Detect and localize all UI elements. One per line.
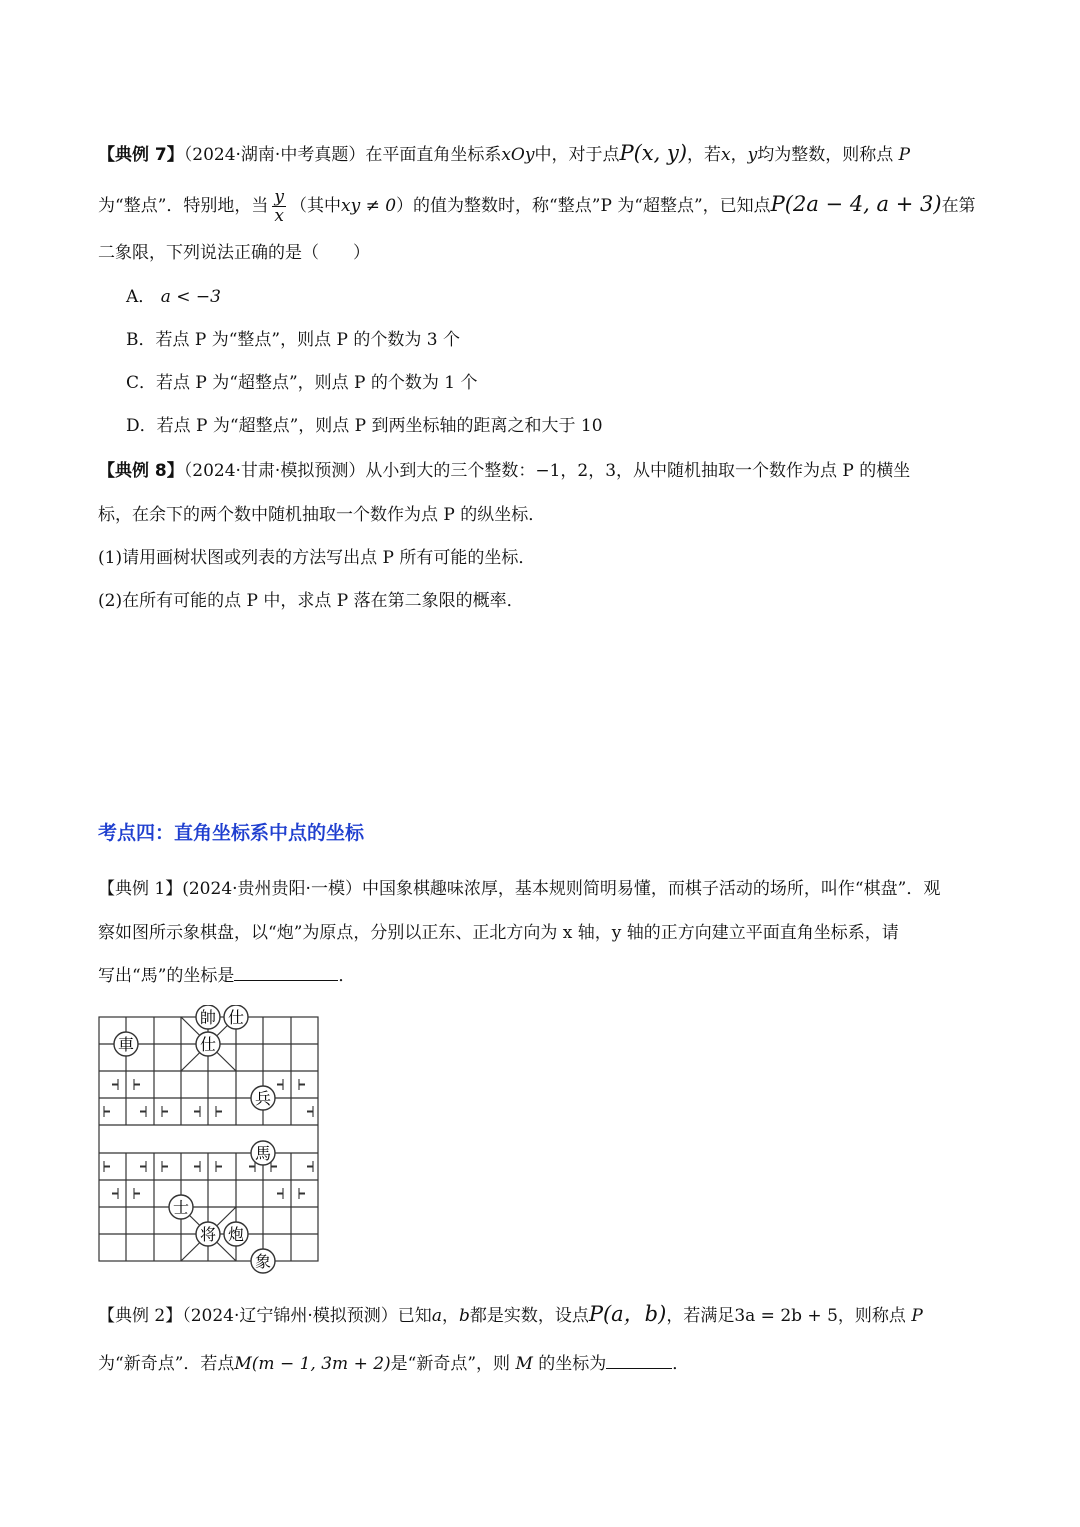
fraction-y-over-x [272,188,286,225]
piece-shi-red [169,1195,193,1219]
piece-label: 象 [254,1252,272,1271]
piece-label: 車 [117,1035,135,1054]
option-c: C．若点 P 为“超整点”，则点 P 的个数为 1 个 [126,373,478,393]
math-p: P [911,1306,923,1326]
text: 写出“馬”的坐标是 [98,966,235,986]
option-a [126,285,221,309]
piece-shi-center [196,1032,220,1056]
option-a-label: A． [126,287,156,307]
text: （其中 [290,196,341,216]
math-condition: xy ≠ 0 [341,196,397,216]
piece-label: 帥 [199,1008,217,1027]
text: 都是实数，设点 [469,1306,589,1326]
example-2-tag: 【典例 2】 [98,1306,183,1326]
math-x: x [721,145,731,165]
text: 为“新奇点”．若点 [98,1354,235,1374]
example-8-question-2: (2)在所有可能的点 P 中，求点 P 落在第二象限的概率． [98,591,524,611]
piece-label: 将 [199,1225,217,1244]
text: ，若 [687,145,722,165]
text: ， [441,1306,459,1326]
piece-jiang [196,1222,220,1246]
piece-pao [224,1222,248,1246]
math-m: M [515,1354,533,1374]
math-point-m: M(m − 1, 3m + 2) [234,1354,391,1374]
section-heading: 考点四：直角坐标系中点的坐标 [98,822,365,844]
text: ，则称点 [837,1306,906,1326]
piece-xiang [251,1249,275,1273]
math-b: b [458,1306,470,1326]
example-2-line-1 [98,1302,923,1328]
text: （2024·湖南·中考真题）在平面直角坐标系 [183,145,502,165]
piece-shi-top-right [224,1005,248,1029]
piece-label: 仕 [227,1008,245,1027]
text: 在第 [941,196,976,216]
piece-label: 炮 [227,1225,245,1244]
option-a-text: a < −3 [160,287,221,307]
example-1-line-3 [98,964,355,988]
math-xoy: xOy [501,145,535,165]
example-8-tag: 【典例 8】 [98,461,184,481]
text: 是“新奇点”，则 [390,1354,511,1374]
math-a: a [431,1306,442,1326]
example-1-line-2: 察如图所示象棋盘，以“炮”为原点，分别以正东、正北方向为 x 轴，y 轴的正方向建立平面直角坐标系，请 [98,923,899,943]
chess-board-figure [96,1005,336,1277]
piece-shuai [196,1005,220,1029]
math-point-pab: P(a，b) [588,1302,667,1326]
math-y: y [747,145,758,165]
math-equation: 3a = 2b + 5 [734,1306,838,1326]
example-7-tag: 【典例 7】 [98,145,184,165]
text: ． [672,1354,690,1374]
text: （2024·辽宁锦州·模拟预测）已知 [182,1306,432,1326]
math-p: P [898,145,911,165]
text: 的坐标为 [538,1354,607,1374]
example-7-line-3: 二象限，下列说法正确的是（ ） [98,243,370,263]
piece-label: 仕 [199,1035,217,1054]
text: ． [338,966,356,986]
text: （2024·甘肃·模拟预测）从小到大的三个整数：−1，2，3，从中随机抽取一个数作为点 P 的横坐 [183,461,911,481]
answer-blank [606,1352,672,1369]
example-7-line-1 [98,141,910,167]
option-d: D．若点 P 为“超整点”，则点 P 到两坐标轴的距离之和大于 10 [126,416,603,436]
math-point: P(2a − 4, a + 3) [770,192,942,216]
example-7-line-2 [98,188,976,225]
example-8-line-2: 标，在余下的两个数中随机抽取一个数作为点 P 的纵坐标． [98,505,546,525]
text: 均为整数，则称点 [757,145,894,165]
example-8-line-1 [98,459,910,483]
fraction-numerator: y [274,187,284,207]
text: ， [730,145,748,165]
example-2-line-2 [98,1352,689,1376]
text: ，若满足 [666,1306,735,1326]
piece-bing [251,1086,275,1110]
example-1-line-1 [98,877,940,901]
fraction-denominator: x [274,206,284,226]
text: 中，对于点 [534,145,620,165]
text: ）的值为整数时，称“整点”P 为“超整点”，已知点 [396,196,771,216]
example-1-tag: 【典例 1】 [98,879,183,899]
option-b: B．若点 P 为“整点”，则点 P 的个数为 3 个 [126,330,460,350]
text: 为“整点”．特别地，当 [98,196,269,216]
piece-label: 馬 [254,1144,272,1163]
piece-label: 士 [172,1198,190,1217]
piece-label: 兵 [254,1089,272,1108]
piece-ma [251,1141,275,1165]
math-point-pxy: P(x, y) [619,141,688,165]
text: (2024·贵州贵阳·一模）中国象棋趣味浓厚，基本规则简明易懂，而棋子活动的场所，叫作“棋盘”．观 [182,879,941,899]
piece-che [114,1032,138,1056]
answer-blank [234,964,338,981]
example-8-question-1: (1)请用画树状图或列表的方法写出点 P 所有可能的坐标． [98,548,536,568]
